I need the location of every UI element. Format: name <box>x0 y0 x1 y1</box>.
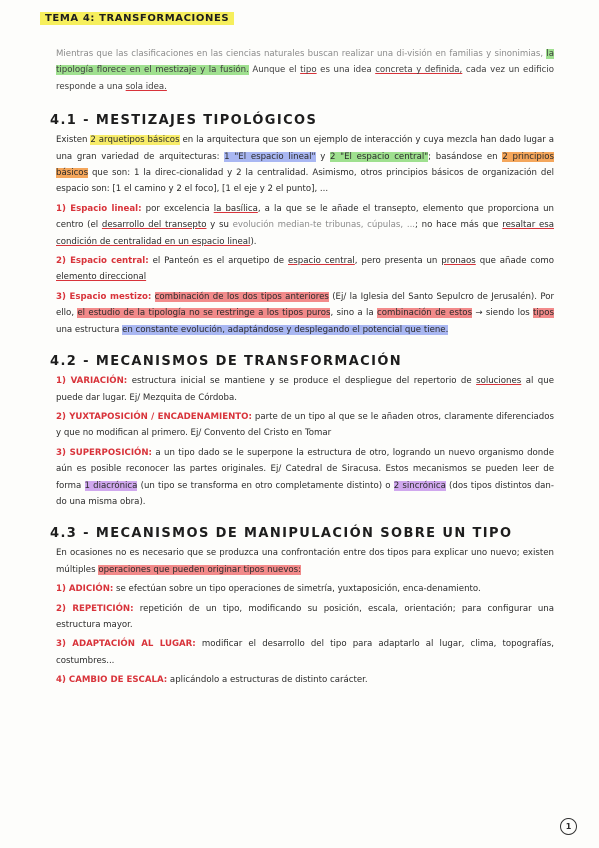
item-label: 2) YUXTAPOSICIÓN / ENCADENAMIENTO: <box>56 411 252 422</box>
text: que añade como <box>475 256 555 267</box>
highlight: tipos <box>533 308 554 319</box>
highlight: 2 principios básicos <box>56 151 554 179</box>
highlight: el estudio de la tipología no se restringe a los tipos puros <box>77 308 331 319</box>
underline: resaltar esa condición de centralidad en un espacio lineal <box>56 220 554 247</box>
text: estructura inicial se mantiene y se produce el despliegue del repertorio de <box>127 376 477 387</box>
item-label: 2) Espacio central: <box>56 256 149 267</box>
underline: espacio central <box>288 256 355 267</box>
text: a un tipo dado se le superpone la estructura de otro, logrando un nuevo organismo donde aún es posible reconocer las partes originales. Ej/ Catedral de Siracusa. Estos mecanismos se pueden leer de forma <box>56 447 554 491</box>
underline: desarrollo del transepto <box>101 220 207 231</box>
list-item <box>56 581 554 597</box>
highlight: 2 "El espacio central" <box>330 151 429 162</box>
text: ). <box>250 236 257 247</box>
text: → siendo los <box>472 308 534 319</box>
item-label: 2) REPETICIÓN: <box>56 603 134 614</box>
text: el Panteón es el arquetipo de <box>148 256 288 267</box>
text: ; basándose en <box>428 151 503 162</box>
section-paragraph <box>56 545 554 578</box>
underline: la basílica <box>213 203 258 214</box>
section <box>50 526 555 688</box>
intro-text: es una idea <box>316 65 376 76</box>
intro-paragraph <box>56 46 554 95</box>
list-item <box>56 445 554 511</box>
highlight: en constante evolución, adaptándose y desplegando el potencial que tiene. <box>122 324 449 335</box>
highlight: 2 arquetipos básicos <box>90 135 180 146</box>
text: , a la que se le añade el transepto, elemento que proporciona un centro (el <box>56 203 554 231</box>
highlight: combinación de los dos tipos anteriores <box>154 291 329 302</box>
intro-underline: concreta y definida, <box>375 65 463 76</box>
list-item <box>56 373 554 406</box>
notes-content <box>50 46 555 689</box>
underline: pronaos <box>441 256 476 267</box>
underline: soluciones <box>476 376 522 387</box>
item-label: 3) ADAPTACIÓN AL LUGAR: <box>56 639 196 650</box>
intro-underline: sola idea. <box>125 81 167 92</box>
section <box>50 354 554 510</box>
text: parte de un tipo al que se le añaden otros, claramente diferenciados y que no modifican al primero. Ej/ Convento del Cristo en Tomar <box>56 411 554 439</box>
text: y <box>315 151 330 162</box>
text: evolución median-te tribunas, cúpulas, ... <box>232 220 416 231</box>
list-item <box>56 253 554 286</box>
list-item <box>56 201 554 250</box>
intro-highlight: la tipología florece en el mestizaje y la fusión. <box>56 49 554 76</box>
highlight: combinación de estos <box>377 308 473 319</box>
text: , sino a la <box>330 308 378 319</box>
list-item <box>56 672 554 688</box>
list-item <box>56 601 554 634</box>
text: (un tipo se transforma en otro completamente distinto) o <box>137 480 394 491</box>
highlight: 1 "El espacio lineal" <box>224 151 316 162</box>
section-heading: 4.1 - MESTIZAJES TIPOLÓGICOS <box>50 113 318 129</box>
text: ; no hace más que <box>415 220 503 231</box>
intro-underline: tipo <box>300 65 317 76</box>
text: que son: 1 la direc-cionalidad y 2 la centralidad. Asimismo, otros principios básicos de organización del espacio son: [1 el camino y 2 el foco], [1 el eje y 2 el punto], ... <box>56 168 554 195</box>
item-label: 1) VARIACIÓN: <box>56 376 128 387</box>
text: modificar el desarrollo del tipo para adaptarlo al lugar, clima, topografías, costumbres... <box>56 639 555 666</box>
highlight: 1 diacrónica <box>84 480 138 491</box>
item-label: 1) Espacio lineal: <box>56 203 142 214</box>
text: En ocasiones no es necesario que se produzca una confrontación entre dos tipos para explicar uno nuevo; existen múltiples <box>56 548 554 575</box>
item-label: 3) SUPERPOSICIÓN: <box>56 447 152 458</box>
section-paragraph <box>56 132 554 198</box>
highlight: operaciones que pueden originar tipos nuevos: <box>98 564 302 575</box>
text: (Ej/ la Iglesia del Santo Sepulcro de Jerusalén). Por ello, <box>56 291 554 319</box>
item-label: 3) Espacio mestizo: <box>56 291 152 302</box>
text: por excelencia <box>141 203 214 214</box>
text: aplicándolo a estructuras de distinto carácter. <box>167 675 368 686</box>
text: repetición de un tipo, modificando su posición, escala, orientación; para configurar una estructura mayor. <box>56 603 554 630</box>
highlight: 2 sincrónica <box>393 480 446 491</box>
intro-text: cada vez un edificio responde a una <box>56 65 554 92</box>
text: en la arquitectura que son un ejemplo de interacción y cuya mezcla han dado lugar a una gran variedad de arquitecturas: <box>56 135 554 162</box>
list-item <box>56 409 554 442</box>
intro-text: Aunque el <box>248 65 301 76</box>
text: (dos tipos distintos dan-do una misma obra). <box>56 480 554 507</box>
intro-text: Mientras que las clasificaciones en las ciencias naturales buscan realizar una di-visión en familias y sinonimias, <box>56 49 547 59</box>
underline: elemento direccional <box>56 272 147 283</box>
section-heading: 4.3 - MECANISMOS DE MANIPULACIÓN SOBRE UN TIPO <box>50 526 513 542</box>
item-label: 4) CAMBIO DE ESCALA: <box>56 675 168 686</box>
list-item <box>56 289 554 338</box>
text: Existen <box>56 135 91 146</box>
page-number: 1 <box>560 818 577 835</box>
section-heading: 4.2 - MECANISMOS DE TRANSFORMACIÓN <box>50 354 403 370</box>
text: , pero presenta un <box>354 256 442 267</box>
text: y su <box>206 220 233 231</box>
item-label: 1) ADICIÓN: <box>56 584 114 595</box>
text: se efectúan sobre un tipo operaciones de simetría, yuxtaposición, enca-denamiento. <box>113 584 481 595</box>
topic-title: TEMA 4: TRANSFORMACIONES <box>40 12 234 25</box>
text: una estructura <box>56 324 123 335</box>
list-item <box>56 636 554 669</box>
text: al que puede dar lugar. Ej/ Mezquita de Córdoba. <box>56 376 554 403</box>
